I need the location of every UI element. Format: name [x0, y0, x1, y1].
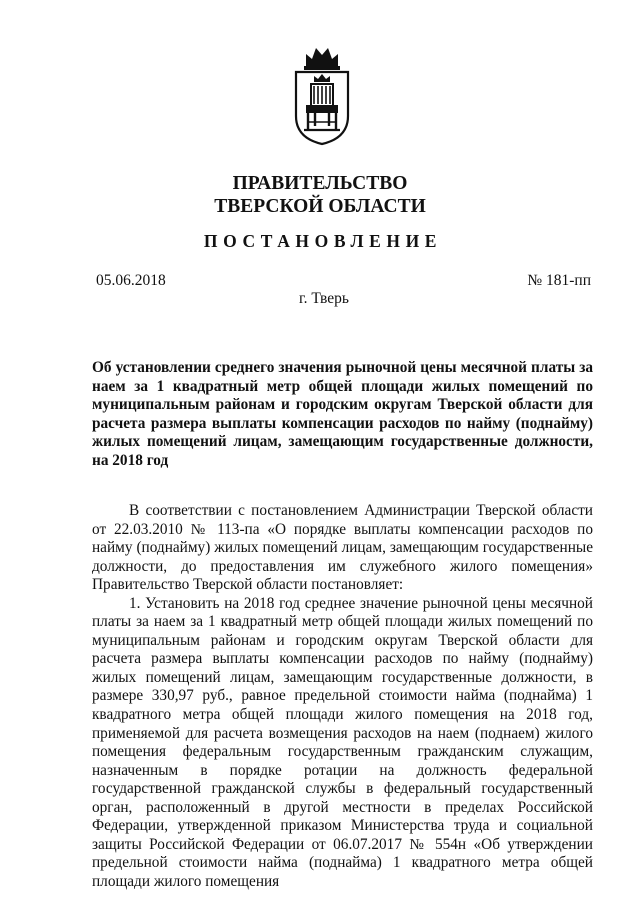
body-paragraph-2: 1. Установить на 2018 год среднее значение рыночной цены месячной платы за наем за 1 квадратный метр общей площади жилых помещений по муниципальным районам и городским округам Тверской области для расчета размера выплаты компенсации расходов по найму (поднайму) жилых помещений лицам, замещающим государственные должности, в размере 330,97 руб., равное предельной стоимости найма (поднайма) 1 квадратного метра общей площади жилого помещения на 2018 год, применяемой для расчета возмещения расходов на наем (поднаем) жилого помещения федеральным государственным гражданским служащим, назначенным в порядке ротации на должность федеральной государственной гражданской службы в федеральный государственный орган, расположенный в другой местности в пределах Российской Федерации, утвержденной приказом Министерства труда и социальной защиты Российской Федерации от 06.07.2017 № 554н «Об утверждении предельной стоимости найма (поднайма) 1 квадратного метра общей площади жилого помещения [92, 594, 593, 890]
document-body [92, 502, 593, 891]
document-date: 05.06.2018 [96, 272, 166, 289]
organization-name-line2: ТВЕРСКОЙ ОБЛАСТИ [214, 196, 426, 217]
organization-name [0, 172, 640, 218]
document-subject: Об установлении среднего значения рыночной цены месячной платы за наем за 1 квадратный метр общей площади жилых помещений по муниципальным районам и городским округам Тверской области для расчета размера выплаты компенсации расходов по найму (поднайму) жилых помещений лицам, замещающим государственные должности, на 2018 год [92, 359, 593, 469]
organization-name-line1: ПРАВИТЕЛЬСТВО [232, 173, 408, 194]
body-paragraph-1: В соответствии с постановлением Администрации Тверской области от 22.03.2010 № 113-па «О порядке выплаты компенсации расходов по найму (поднайму) жилых помещений лицам, замещающим государственные должности, до предоставления им служебного жилого помещения» Правительство Тверской области постановляет: [92, 502, 593, 594]
document-number: № 181-пп [527, 272, 591, 289]
document-city: г. Тверь [299, 290, 349, 307]
document-type-heading: ПОСТАНОВЛЕНИЕ [203, 231, 443, 251]
coat-of-arms-emblem [290, 42, 354, 146]
